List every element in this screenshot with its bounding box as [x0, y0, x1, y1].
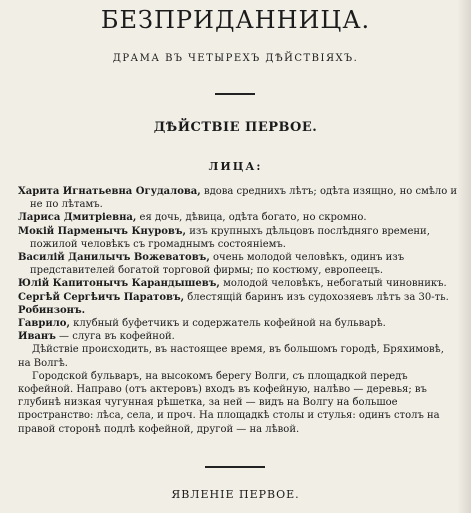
cast-entry [18, 211, 458, 224]
setting-paragraph: Дѣйствіе происходить, въ настоящее время, въ большомъ городѣ, Бряхимовѣ, на Волгѣ. [18, 344, 444, 369]
act-title: ДѢЙСТВІЕ ПЕРВОЕ. [153, 120, 318, 135]
cast-name: Харита Игнатьевна Огудалова, [18, 186, 201, 197]
cast-name: Гаврило, [18, 318, 70, 330]
cast-desc: изъ крупныхъ дѣльцовъ послѣдняго времени, пожилой человѣкъ съ громаднымъ состояніемъ. [30, 225, 430, 250]
cast-entry [18, 185, 458, 211]
cast-entry [18, 330, 458, 343]
cast-entry [18, 251, 458, 277]
cast-desc: молодой человѣкъ, небогатый чиновникъ. [219, 278, 447, 290]
cast-list [18, 185, 458, 436]
play-subtitle: ДРАМА ВЪ ЧЕТЫРЕХЪ ДѢЙСТВІЯХЪ. [112, 53, 359, 64]
persons-heading: ЛИЦА: [208, 160, 263, 173]
cast-entry [18, 291, 458, 304]
cast-name: Мокій Парменычъ Кнуровъ, [18, 225, 187, 237]
cast-desc: — слуга въ кофейной. [55, 331, 175, 343]
cast-name: Сергѣй Сергѣичъ Паратовъ, [18, 291, 185, 303]
cast-desc: блестящій баринъ изъ судохозяевъ лѣтъ за 30-ть. [184, 291, 449, 303]
page-gutter-shadow [457, 0, 471, 513]
cast-name: Иванъ [18, 331, 56, 343]
cast-name: Василій Данилычъ Вожеватовъ, [18, 252, 210, 264]
cast-desc: ея дочь, дѣвица, одѣта богато, но скромно. [136, 212, 367, 224]
divider-top [215, 93, 255, 95]
cast-desc: вдова среднихъ лѣтъ; одѣта изящно, но смѣло и не по лѣтамъ. [30, 186, 458, 211]
cast-entry [18, 317, 458, 330]
cast-entry [18, 304, 458, 317]
cast-desc: очень молодой человѣкъ, одинъ изъ представителей богатой торговой фирмы; по костюму, европеецъ. [30, 252, 405, 277]
cast-entry [18, 277, 458, 290]
cast-desc: клубный буфетчикъ и содержатель кофейной на бульварѣ. [69, 318, 386, 330]
stage-direction-paragraph: Городской бульваръ, на высокомъ берегу Волги, съ площадкой передъ кофейной. Направо (отъ актеровъ) входъ въ кофейную, налѣво — деревья; въ глубинѣ низкая чугунная рѣшетка, за ней — видъ на Волгу на большое пространство: лѣса, села, и проч. На площадкѣ столы и стулья: одинъ столъ на правой сторонѣ подлѣ кофейной, другой — на лѣвой. [18, 370, 440, 435]
divider-bottom [205, 466, 265, 468]
cast-entry [18, 225, 458, 251]
cast-name: Юлій Капитонычъ Карандышевъ, [18, 278, 220, 290]
cast-name: Лариса Дмитріевна, [18, 212, 137, 224]
cast-name: Робинзонъ. [18, 304, 86, 316]
play-title: БЕЗПРИДАННИЦА. [100, 6, 371, 34]
scene-title: ЯВЛЕНІЕ ПЕРВОЕ. [171, 488, 300, 501]
